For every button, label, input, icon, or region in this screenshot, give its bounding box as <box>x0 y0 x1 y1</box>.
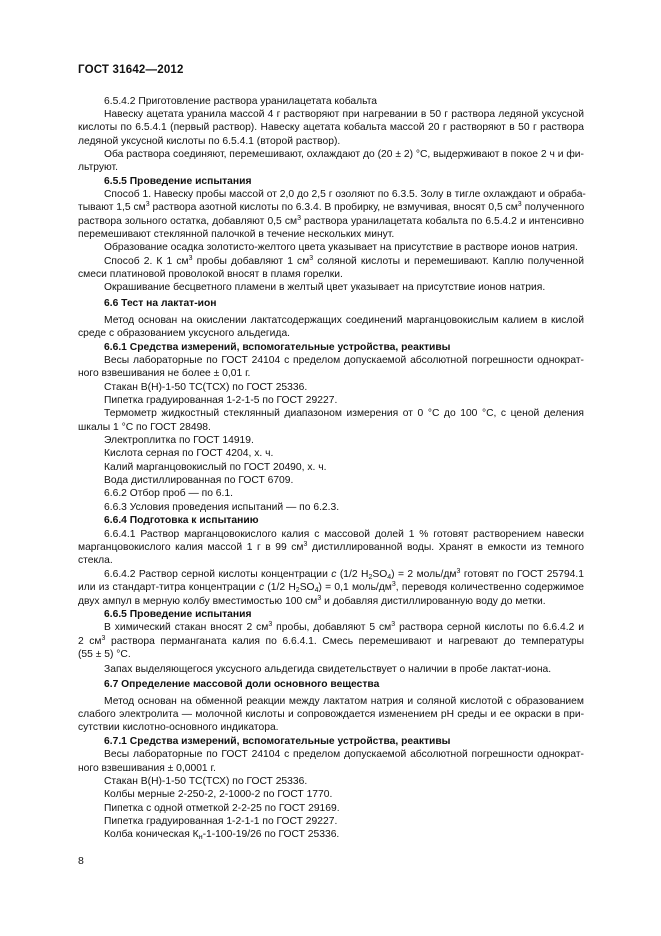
list-item: Термометр жидкостный стеклянный диапазоном измерения от 0 °С до 100 °С, с ценой деления <box>104 408 584 419</box>
paragraph-line: среде с образованием уксусного альдегида. <box>78 328 291 339</box>
section-heading: 6.7.1 Средства измерений, вспомогательные устройства, реактивы <box>104 736 451 747</box>
list-item: Вода дистиллированная по ГОСТ 6709. <box>104 475 294 486</box>
paragraph-line: Оба раствора соединяют, перемешивают, охлаждают до (20 ± 2) °С, выдерживают в покое 2 ч и фи- <box>104 149 584 160</box>
paragraph-line: ного взвешивания ± 0,0001 г. <box>78 763 216 774</box>
list-item: Кислота серная по ГОСТ 4204, х. ч. <box>104 448 274 459</box>
paragraph-line: льтруют. <box>78 162 118 173</box>
paragraph-line: перемешивают стеклянной палочкой в течение нескольких минут. <box>78 229 395 240</box>
section-heading: 6.5.5 Проведение испытания <box>104 176 252 187</box>
paragraph-line: 2 $см^3$ раствора перманганата калия по 6.6.4.1. Смесь перемешивают и нагревают до температуры <box>78 635 584 647</box>
paragraph-line: 6.6.4.2 Раствор серной кислоты концентрации c (1/2 $H_2SO_4) = 2$ моль/$дм^3$ готовят по ГОСТ 25794.1 <box>104 568 584 581</box>
paragraph-line: В химический стакан вносят 2 $см^3$ пробы, добавляют 5 $см^3$ раствора серной кислоты по 6.6.4.2 и <box>104 621 584 633</box>
paragraph-line: тывают 1,5 $см^3$ раствора азотной кислоты по 6.3.4. В пробирку, не взмучивая, вносят 0,5 $см^3$ полученного <box>78 201 585 213</box>
paragraph-line: 6.6.4.1 Раствор марганцовокислого калия с массовой долей 1 % готовят растворением навески <box>104 529 584 540</box>
subsection-heading: 6.6.2 Отбор проб — по 6.1. <box>104 488 233 499</box>
paragraph-line: ного взвешивания не более ± 0,01 г. <box>78 368 251 379</box>
paragraph-line: Окрашивание бесцветного пламени в желтый цвет указывает на присутствие ионов натрия. <box>104 282 546 293</box>
list-item: Стакан В(Н)-1-50 ТС(ТСХ) по ГОСТ 25336. <box>104 776 308 787</box>
list-item: Электроплитка по ГОСТ 14919. <box>104 435 254 446</box>
paragraph-line: смеси платиновой проволокой вносят в пламя горелки. <box>78 269 343 280</box>
paragraph-line: или из стандарт-титра концентрации c (1/2 $H_2SO_4) = 0,1$ моль/$дм^3$, переводя количественно содержимое <box>78 581 585 594</box>
paragraph-line: ледяной уксусной кислоты по 6.5.4.1 (второй раствор). <box>78 136 341 147</box>
paragraph-line: двух ампул в мерную колбу вместимостью 100 $см^3$ и добавляя дистиллированную воду до метки. <box>78 595 546 607</box>
paragraph-line: сутствии кислотно-основного индикатора. <box>78 722 279 733</box>
subsection-heading: 6.6.3 Условия проведения испытаний — по 6.2.3. <box>104 502 340 513</box>
paragraph-line: Навеску ацетата уранила массой 4 г растворяют при нагревании в 50 г раствора ледяной уксусной <box>104 109 584 120</box>
paragraph-line: раствора зольного остатка, добавляют 0,5 $см^3$ раствора уранилацетата кобальта по 6.5.4.2 и интенсивно <box>78 215 585 227</box>
paragraph-line: марганцовокислого калия массой 1 г в 99 $см^3$ дистиллированной воды. Хранят в емкости из темного <box>78 541 584 553</box>
list-item: Колба коническая $К_н-1-100-19/26$ по ГОСТ 25336. <box>104 829 340 841</box>
paragraph-line: слабого электролита — молочной кислоты и сопровождается изменением pH среды и ее окраски в при- <box>78 709 584 720</box>
paragraph-line: Способ 1. Навеску пробы массой от 2,0 до 2,5 г озоляют по 6.3.5. Золу в тигле охлаждают и обраба- <box>104 189 586 200</box>
paragraph-line: кислоты по 6.5.4.1 (первый раствор). Навеску ацетата кобальта массой 20 г растворяют в 50 г раствора <box>78 122 584 133</box>
paragraph-line: Метод основан на обменной реакции между лактатом натрия и соляной кислотой с образованием <box>104 696 584 707</box>
section-heading: 6.6.4 Подготовка к испытанию <box>104 515 259 526</box>
paragraph-line: Образование осадка золотисто-желтого цвета указывает на присутствие в растворе ионов натрия. <box>104 242 578 253</box>
paragraph-line: Метод основан на окислении лактатсодержащих соединений марганцовокислым калием в кислой <box>104 315 584 326</box>
list-item: Пипетка с одной отметкой 2-2-25 по ГОСТ 29169. <box>104 803 340 814</box>
paragraph-line: стекла. <box>78 555 113 566</box>
section-heading: 6.7 Определение массовой доли основного вещества <box>104 679 380 690</box>
section-heading: 6.6 Тест на лактат-ион <box>104 298 217 309</box>
paragraph-line: Запах выделяющегося уксусного альдегида свидетельствует о наличии в пробе лактат-иона. <box>104 664 552 675</box>
paragraph-line: Весы лабораторные по ГОСТ 24104 с пределом допускаемой абсолютной погрешности однократ- <box>104 355 584 366</box>
list-item: шкалы 1 °С по ГОСТ 28498. <box>78 422 211 433</box>
page-number: 8 <box>78 855 84 867</box>
list-item: Пипетка градуированная 1-2-1-1 по ГОСТ 29227. <box>104 816 338 827</box>
section-heading: 6.6.1 Средства измерений, вспомогательные устройства, реактивы <box>104 342 451 353</box>
list-item: Стакан В(Н)-1-50 ТС(ТСХ) по ГОСТ 25336. <box>104 382 308 393</box>
subsection-heading: 6.5.4.2 Приготовление раствора уранилацетата кобальта <box>104 96 378 107</box>
paragraph-line: (55 ± 5) °С. <box>78 649 131 660</box>
paragraph-line: Весы лабораторные по ГОСТ 24104 с пределом допускаемой абсолютной погрешности однократ- <box>104 749 584 760</box>
list-item: Пипетка градуированная 1-2-1-5 по ГОСТ 29227. <box>104 395 338 406</box>
document-header: ГОСТ 31642—2012 <box>78 64 184 76</box>
list-item: Калий марганцовокислый по ГОСТ 20490, х. ч. <box>104 462 327 473</box>
list-item: Колбы мерные 2-250-2, 2-1000-2 по ГОСТ 1770. <box>104 789 333 800</box>
paragraph-line: Способ 2. К 1 $см^3$ пробы добавляют 1 $см^3$ соляной кислоты и перемешивают. Каплю полученной <box>104 255 584 267</box>
section-heading: 6.6.5 Проведение испытания <box>104 609 252 620</box>
